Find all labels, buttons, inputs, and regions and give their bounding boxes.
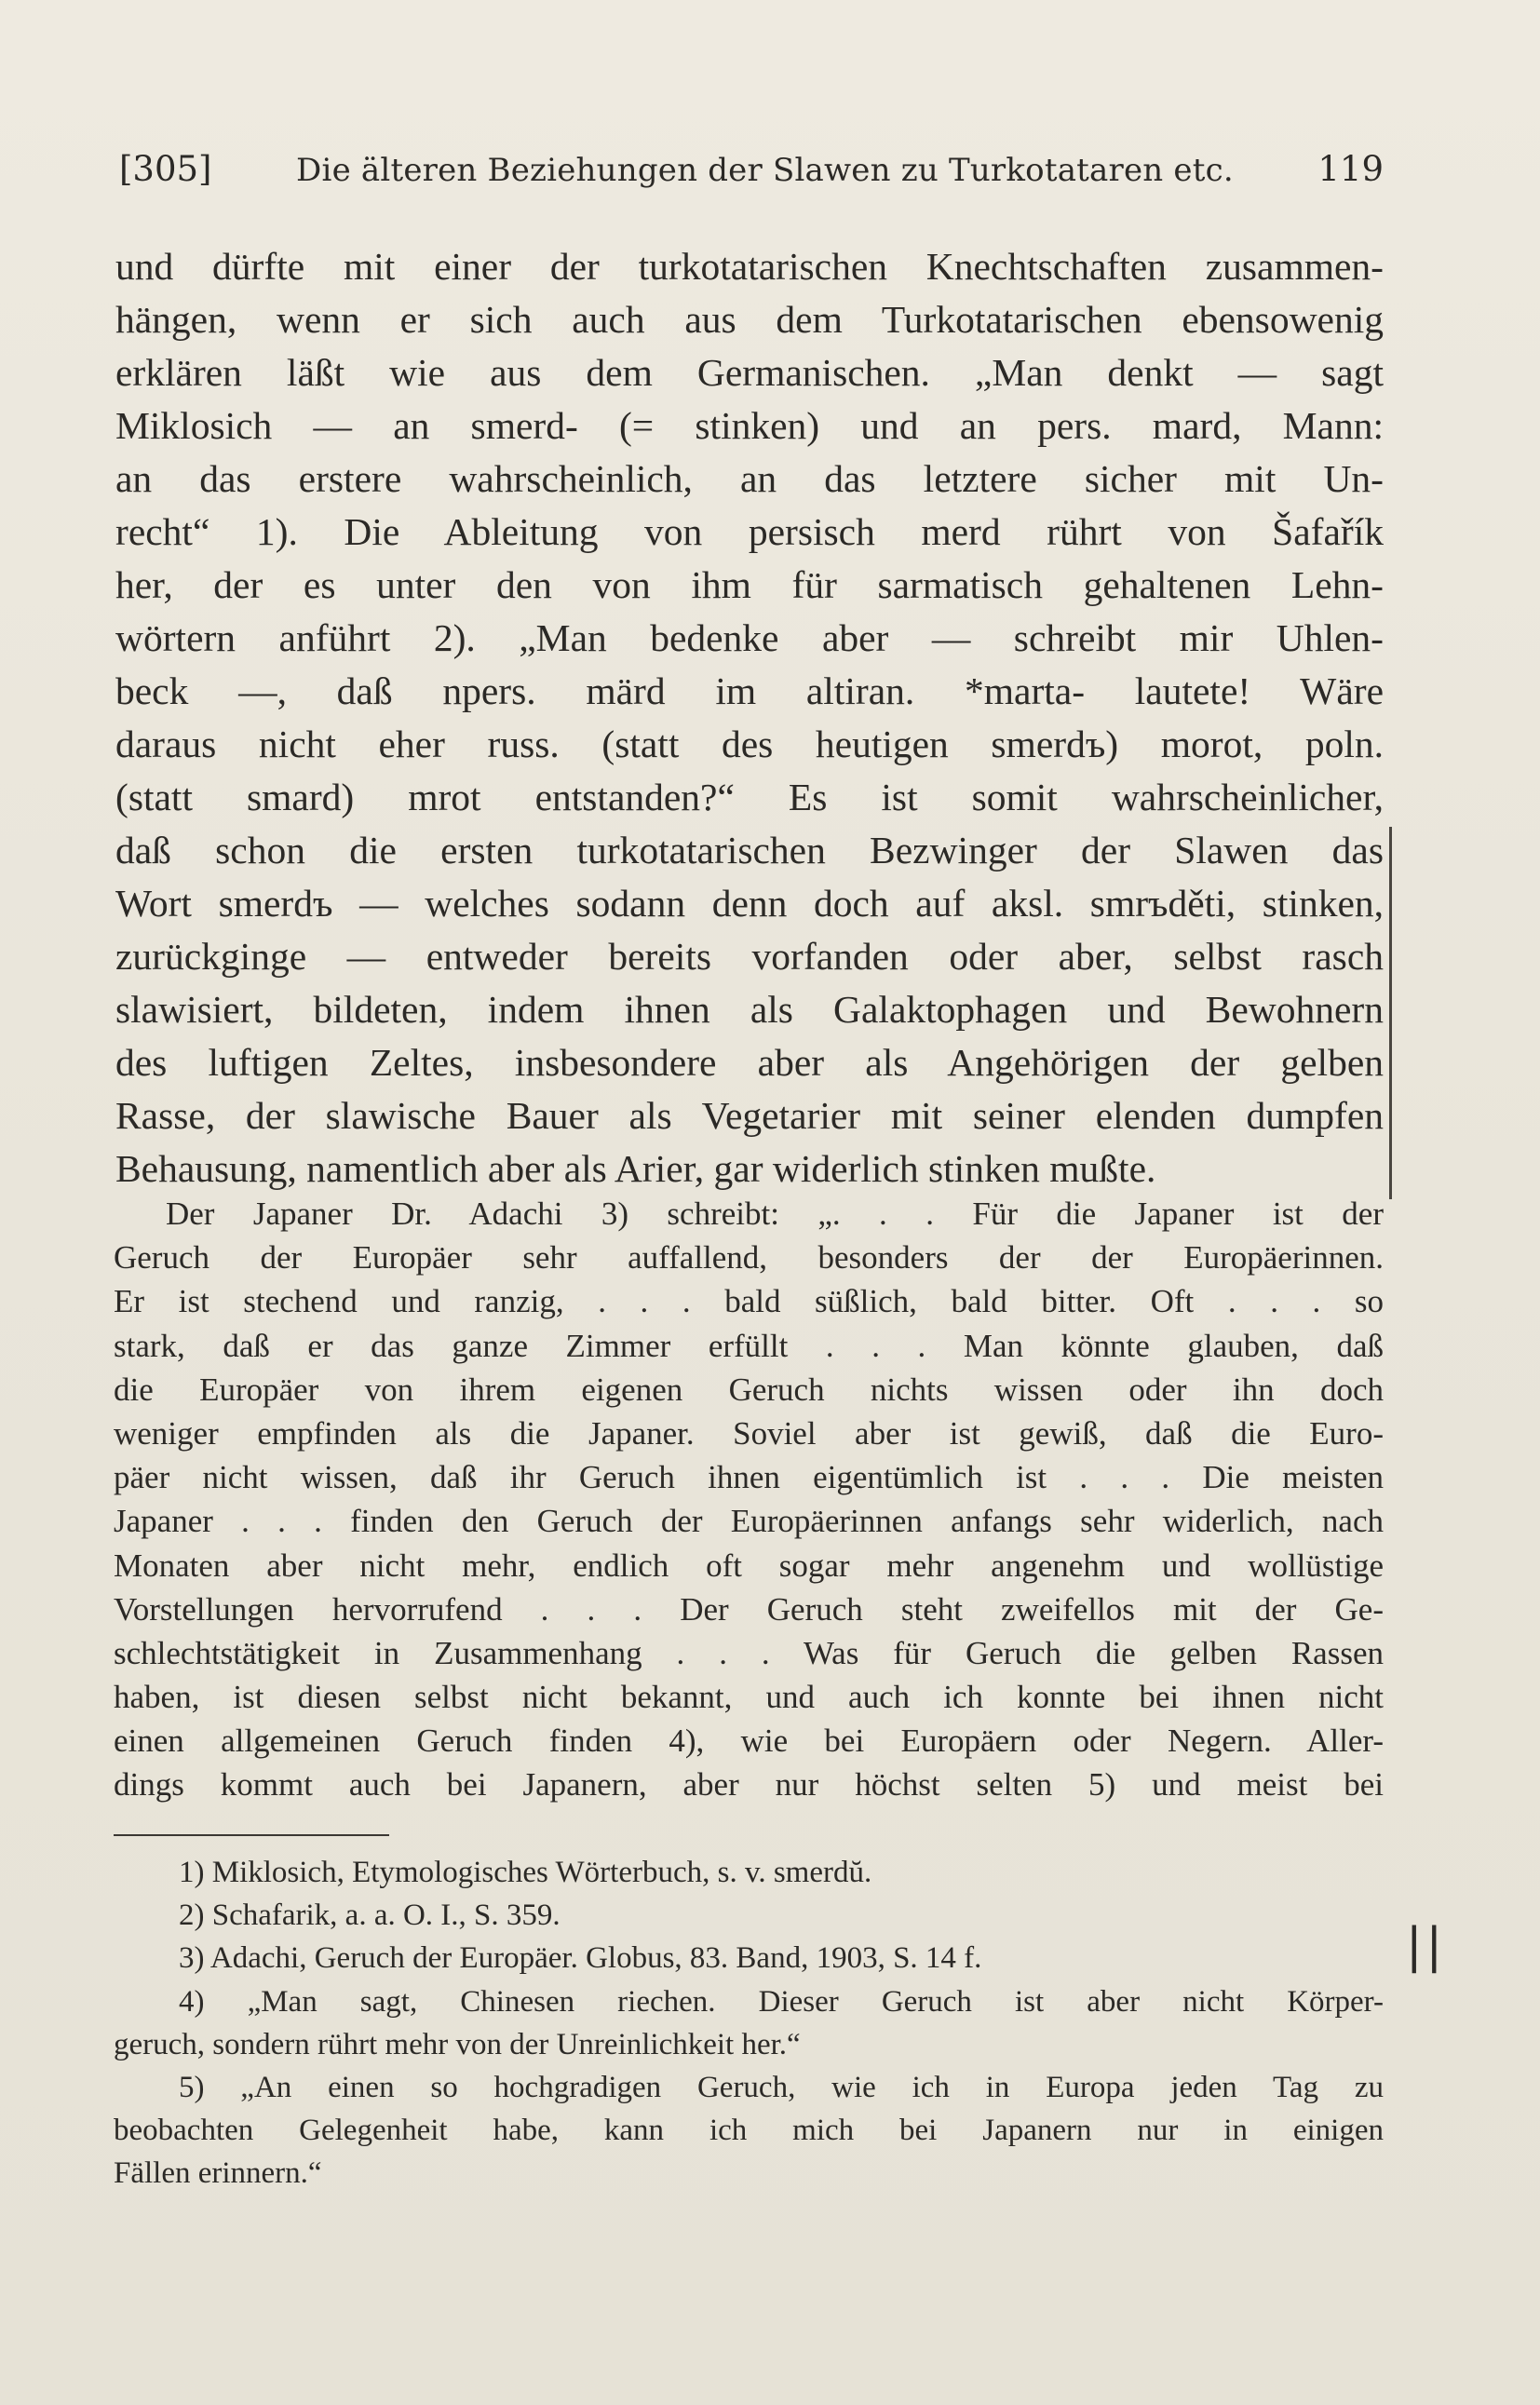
quotation-block	[114, 1192, 1384, 1807]
text-line: Miklosich — an smerd- (= stinken) und an pers. mard, Mann:	[115, 404, 1384, 447]
text-line: recht“ 1). Die Ableitung von persisch merd rührt von Šafařík	[115, 510, 1384, 553]
text-line: beck —, daß npers. märd im altiran. *marta- lautete! Wäre	[115, 669, 1384, 712]
text-line: Behausung, namentlich aber als Arier, gar widerlich stinken mußte.	[115, 1147, 1156, 1190]
page-number: 119	[1317, 149, 1384, 189]
footnote-rule	[114, 1834, 389, 1836]
footnote-line: geruch, sondern rührt mehr von der Unreinlichkeit her.“	[114, 2027, 801, 2061]
running-title: Die älteren Beziehungen der Slawen zu Turkotataren etc.	[296, 152, 1234, 189]
footnote-line: 5) „An einen so hochgradigen Geruch, wie ich in Europa jeden Tag zu	[179, 2070, 1384, 2104]
footnote-line: 2) Schafarik, a. a. O. I., S. 359.	[179, 1898, 561, 1933]
text-line: daß schon die ersten turkotatarischen Bezwinger der Slawen das	[115, 829, 1384, 871]
quote-line: Geruch der Europäer sehr auffallend, besonders der der Europäerinnen.	[114, 1239, 1384, 1277]
footnote-line: 3) Adachi, Geruch der Europäer. Globus, 83. Band, 1903, S. 14 f.	[179, 1941, 982, 1976]
text-line: Wort smerdъ — welches sodann denn doch auf aksl. smrъděti, stinken,	[115, 882, 1384, 925]
quote-line: Der Japaner Dr. Adachi 3) schreibt: „. . . Für die Japaner ist der	[166, 1196, 1384, 1232]
footnote-line: beobachten Gelegenheit habe, kann ich mich bei Japanern nur in einigen	[114, 2114, 1384, 2148]
quote-line: Er ist stechend und ranzig, . . . bald süßlich, bald bitter. Oft . . . so	[114, 1283, 1384, 1320]
quote-line: die Europäer von ihrem eigenen Geruch nichts wissen oder ihn doch	[114, 1371, 1384, 1408]
text-line: slawisiert, bildeten, indem ihnen als Galaktophagen und Bewohnern	[115, 988, 1384, 1031]
margin-pencil-mark: ||	[1406, 1918, 1447, 1974]
text-line: daraus nicht eher russ. (statt des heutigen smerdъ) morot, poln.	[115, 723, 1384, 765]
quote-line: päer nicht wissen, daß ihr Geruch ihnen eigentümlich ist . . . Die meisten	[114, 1459, 1384, 1496]
text-line: Rasse, der slawische Bauer als Vegetarier mit seiner elenden dumpfen	[115, 1094, 1384, 1137]
quote-line: haben, ist diesen selbst nicht bekannt, und auch ich konnte bei ihnen nicht	[114, 1679, 1384, 1716]
text-line: an das erstere wahrscheinlich, an das letztere sicher mit Un-	[115, 457, 1384, 500]
text-line: des luftigen Zeltes, insbesondere aber als Angehörigen der gelben	[115, 1041, 1384, 1084]
text-line: (statt smard) mrot entstanden?“ Es ist somit wahrscheinlicher,	[115, 776, 1384, 818]
text-line: erklären läßt wie aus dem Germanischen. „Man denkt — sagt	[115, 351, 1384, 394]
text-line: wörtern anführt 2). „Man bedenke aber — schreibt mir Uhlen-	[115, 616, 1384, 659]
text-line: her, der es unter den von ihm für sarmatisch gehaltenen Lehn-	[115, 563, 1384, 606]
main-text	[115, 240, 1384, 1196]
text-line: hängen, wenn er sich auch aus dem Turkotatarischen ebensowenig	[115, 298, 1384, 341]
quote-line: Japaner . . . finden den Geruch der Europäerinnen anfangs sehr widerlich, nach	[114, 1503, 1384, 1540]
footnote-line: 1) Miklosich, Etymologisches Wörterbuch, s. v. smerdŭ.	[179, 1856, 872, 1889]
quote-line: einen allgemeinen Geruch finden 4), wie bei Europäern oder Negern. Aller-	[114, 1723, 1384, 1760]
quote-line: weniger empfinden als die Japaner. Soviel aber ist gewiß, daß die Euro-	[114, 1414, 1384, 1452]
quote-line: Vorstellungen hervorrufend . . . Der Geruch steht zweifellos mit der Ge-	[114, 1590, 1384, 1628]
footnote-line: Fällen erinnern.“	[114, 2156, 322, 2191]
footnote-line: 4) „Man sagt, Chinesen riechen. Dieser Geruch ist aber nicht Körper-	[179, 1984, 1384, 2019]
page-marker: [305]	[119, 149, 212, 189]
footnotes	[114, 1851, 1384, 2196]
quote-line: dings kommt auch bei Japanern, aber nur höchst selten 5) und meist bei	[114, 1766, 1384, 1804]
quote-line: Monaten aber nicht mehr, endlich oft sogar mehr angenehm und wollüstige	[114, 1547, 1384, 1584]
margin-bracket	[1389, 827, 1392, 1199]
quote-line: schlechtstätigkeit in Zusammenhang . . . Was für Geruch die gelben Rassen	[114, 1634, 1384, 1671]
running-header	[119, 149, 1384, 201]
text-line: und dürfte mit einer der turkotatarischen Knechtschaften zusammen-	[115, 245, 1384, 288]
text-line: zurückginge — entweder bereits vorfanden oder aber, selbst rasch	[115, 935, 1384, 978]
quote-line: stark, daß er das ganze Zimmer erfüllt . . . Man könnte glauben, daß	[114, 1327, 1384, 1364]
